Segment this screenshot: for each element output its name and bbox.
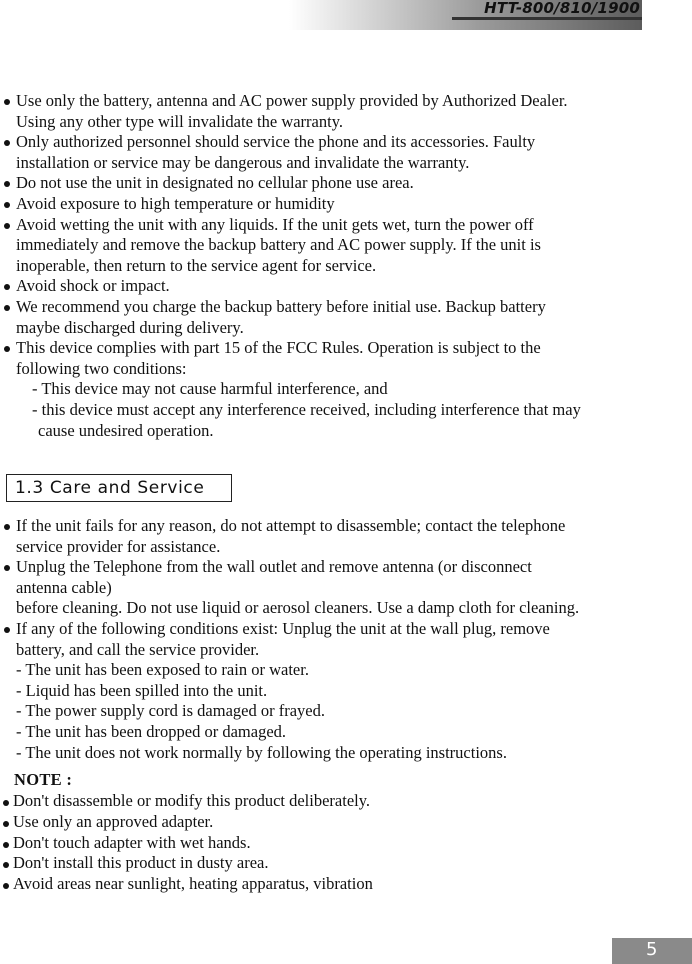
list-item [13, 791, 653, 812]
list-item-line: Using any other type will invalidate the warranty. [16, 111, 344, 131]
bullet-icon [4, 565, 10, 571]
bullet-icon [4, 627, 10, 633]
note-item-text: Use only an approved adapter. [13, 811, 214, 831]
list-item [16, 557, 656, 619]
list-item [16, 516, 656, 557]
document-model-title: HTT-800/810/1900 [484, 0, 640, 17]
list-item [16, 173, 656, 194]
list-item-line: inoperable, then return to the service agent for service. [16, 255, 377, 275]
list-item-line: antenna cable) [16, 577, 112, 597]
note-title: NOTE : [14, 770, 73, 789]
note-list [13, 791, 653, 895]
list-item [13, 833, 653, 854]
list-item-line: If the unit fails for any reason, do not attempt to disassemble; contact the telephone [16, 516, 566, 535]
condition-line: - The unit does not work normally by following the operating instructions. [16, 742, 507, 762]
list-item [16, 215, 656, 277]
list-item [13, 812, 653, 833]
safety-precautions-list [16, 91, 656, 441]
list-item-line: maybe discharged during delivery. [16, 317, 244, 337]
bullet-icon [4, 346, 10, 352]
list-item [16, 297, 656, 338]
list-item-line: Avoid wetting the unit with any liquids. If the unit gets wet, turn the power off [16, 214, 534, 234]
bullet-icon [3, 842, 9, 848]
list-item-line: installation or service may be dangerous and invalidate the warranty. [16, 152, 470, 172]
bullet-icon [4, 284, 10, 290]
bullet-icon [4, 99, 10, 105]
page-number-box [612, 938, 692, 964]
bullet-icon [4, 524, 10, 530]
list-item-line: before cleaning. Do not use liquid or aerosol cleaners. Use a damp cloth for cleaning. [16, 598, 580, 618]
list-item [16, 132, 656, 173]
list-item-line: Do not use the unit in designated no cellular phone use area. [16, 173, 414, 193]
list-item-line: We recommend you charge the backup battery before initial use. Backup battery [16, 296, 546, 316]
condition-line: - The unit has been exposed to rain or water. [16, 660, 309, 680]
list-item-line: Unplug the Telephone from the wall outlet and remove antenna (or disconnect [16, 557, 532, 577]
bullet-icon [4, 305, 10, 311]
header-underline [452, 17, 642, 20]
section-heading-box [6, 474, 232, 502]
bullet-icon [3, 800, 9, 806]
condition-line: - The power supply cord is damaged or frayed. [16, 701, 325, 721]
list-item-line: service provider for assistance. [16, 536, 221, 556]
list-item [13, 874, 653, 895]
note-item-text: Don't disassemble or modify this product deliberately. [13, 791, 371, 810]
bullet-icon [4, 181, 10, 187]
list-item-line: immediately and remove the backup battery and AC power supply. If the unit is [16, 235, 541, 255]
fcc-condition: - This device may not cause harmful interference, and [32, 379, 388, 399]
list-item-line: Avoid shock or impact. [16, 276, 170, 296]
bullet-icon [3, 821, 9, 827]
list-item-line: This device complies with part 15 of the FCC Rules. Operation is subject to the [16, 338, 541, 358]
fcc-condition: - this device must accept any interference received, including interference that may [32, 399, 581, 419]
page-number: 5 [646, 939, 658, 960]
condition-line: - The unit has been dropped or damaged. [16, 721, 287, 741]
note-item-text: Avoid areas near sunlight, heating apparatus, vibration [13, 874, 373, 894]
bullet-icon [4, 202, 10, 208]
list-item [13, 853, 653, 874]
note-item-text: Don't touch adapter with wet hands. [13, 832, 251, 852]
bullet-icon [3, 862, 9, 868]
list-item-line: battery, and call the service provider. [16, 639, 260, 659]
list-item-line: following two conditions: [16, 358, 187, 378]
list-item-line: Only authorized personnel should service the phone and its accessories. Faulty [16, 132, 536, 152]
condition-line: - Liquid has been spilled into the unit. [16, 680, 268, 700]
list-item [16, 91, 656, 132]
care-service-list [16, 516, 656, 763]
list-item [16, 619, 656, 763]
list-item-line: If any of the following conditions exist: Unplug the unit at the wall plug, remove [16, 618, 550, 638]
list-item-line: Avoid exposure to high temperature or humidity [16, 193, 335, 213]
bullet-icon [4, 140, 10, 146]
list-item-line: Use only the battery, antenna and AC power supply provided by Authorized Dealer. [16, 91, 568, 110]
section-title: 1.3 Care and Service [15, 478, 205, 498]
list-item [16, 194, 656, 215]
bullet-icon [4, 223, 10, 229]
note-item-text: Don't install this product in dusty area. [13, 853, 269, 873]
fcc-condition-continued: cause undesired operation. [38, 420, 214, 440]
bullet-icon [3, 883, 9, 889]
list-item [16, 338, 656, 441]
list-item [16, 276, 656, 297]
